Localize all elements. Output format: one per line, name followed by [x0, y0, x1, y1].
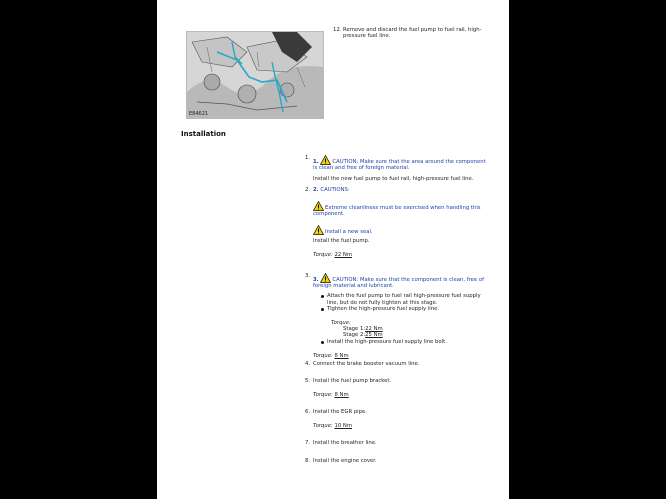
cautions-heading	[313, 187, 491, 193]
step-number: 6.	[305, 409, 311, 415]
torque-value[interactable]: 8 Nm	[334, 392, 349, 399]
step-6	[305, 409, 491, 429]
torque-stages	[313, 320, 491, 339]
torque-value[interactable]: 25 Nm	[365, 332, 383, 339]
document-page	[157, 0, 509, 499]
step-12	[333, 27, 493, 39]
step-text: Install the fuel pump bracket.	[313, 378, 392, 384]
step-3	[305, 273, 491, 359]
caution-note	[313, 155, 491, 171]
caution-text: CAUTION: Make sure that the area around the component is clean and free of foreign material.	[313, 159, 486, 172]
torque-value[interactable]: 22 Nm	[334, 252, 352, 259]
step-text: Connect the brake booster vacuum line.	[313, 361, 420, 367]
step-7	[305, 440, 491, 446]
engine-illustration	[186, 31, 324, 119]
warning-icon	[313, 225, 324, 235]
torque-label: Torque:	[313, 423, 333, 430]
list-item: Install the high-pressure fuel supply line bolt.	[327, 339, 491, 345]
step-2	[305, 187, 491, 258]
step-number: 8.	[305, 458, 311, 464]
warning-icon	[320, 155, 331, 165]
caution-note	[313, 273, 491, 289]
stage-label: Stage 2:	[343, 332, 366, 339]
step-number: 4.	[305, 361, 311, 367]
engine-drawing	[187, 32, 323, 118]
inline-step-number: 3.	[313, 277, 319, 283]
step-text: Install the EGR pipe.	[313, 409, 367, 415]
torque-value[interactable]: 8 Nm	[334, 352, 349, 359]
warning-icon	[313, 201, 324, 211]
installation-heading: Installation	[181, 130, 226, 138]
torque-label: Torque:	[313, 392, 333, 399]
step-5	[305, 378, 491, 398]
torque-label: Torque:	[331, 320, 351, 327]
inline-step-number: 2.	[313, 187, 319, 193]
warning-text: Install a new seal.	[325, 228, 373, 235]
step-number: 12.	[333, 27, 342, 33]
list-item: Tighten the high-pressure fuel supply line.	[327, 306, 491, 312]
step-number: 7.	[305, 440, 311, 446]
list-item: Attach the fuel pump to fuel rail high-pressure fuel supply line, but do not fully tighten at this stage.	[327, 293, 491, 305]
figure-id: E84621	[189, 111, 209, 117]
warning-note-1	[313, 201, 491, 217]
step-text: Install the engine cover.	[313, 458, 377, 464]
caution-text: CAUTIONS:	[320, 187, 350, 193]
step-text: Install the fuel pump.	[313, 237, 370, 244]
step-number: 5.	[305, 378, 311, 384]
torque-label: Torque:	[313, 352, 333, 359]
step-8	[305, 458, 491, 464]
torque-spec	[313, 252, 491, 258]
caution-text: CAUTION: Make sure that the component is clean, free of foreign material and lubricant.	[313, 277, 484, 290]
step-number: 3.	[305, 273, 311, 279]
stage-label: Stage 1:	[343, 326, 366, 333]
torque-spec	[313, 392, 491, 398]
step-4	[305, 361, 491, 367]
torque-value[interactable]: 10 Nm	[334, 423, 352, 430]
step-text: Remove and discard the fuel pump to fuel rail, high-pressure fuel line.	[343, 27, 482, 40]
step-number: 2.	[305, 187, 311, 193]
step-1	[305, 155, 491, 183]
warning-icon	[320, 273, 331, 283]
step-text: Install the breather line.	[313, 440, 377, 446]
inline-step-number: 1.	[313, 159, 319, 165]
torque-value[interactable]: 22 Nm	[365, 326, 383, 333]
torque-spec	[313, 423, 491, 429]
torque-label: Torque:	[313, 252, 333, 259]
step-text: Install the new fuel pump to fuel rail, high-pressure fuel line.	[313, 176, 474, 183]
bullet-list	[313, 339, 491, 345]
bullet-list	[313, 293, 491, 312]
step-number: 1.	[305, 155, 311, 161]
warning-text: Extreme cleanliness must be exercised when handling this component.	[313, 205, 481, 218]
warning-note-2	[313, 225, 491, 235]
torque-spec	[313, 353, 491, 359]
